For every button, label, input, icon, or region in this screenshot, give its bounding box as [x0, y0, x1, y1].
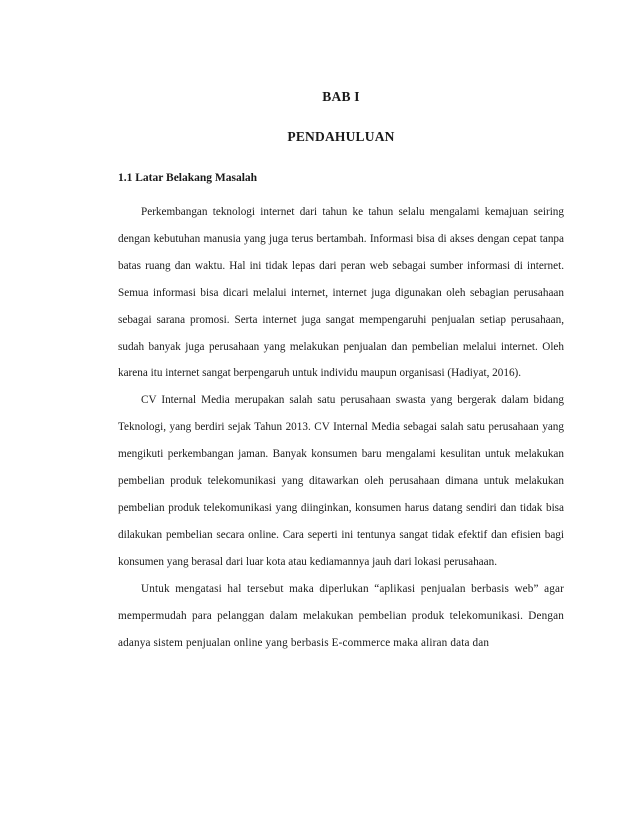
chapter-number: BAB I — [322, 89, 360, 104]
paragraph-2: CV Internal Media merupakan salah satu perusahaan swasta yang bergerak dalam bidang Teknologi, yang berdiri sejak Tahun 2013. CV Internal Media sebagai salah satu perusahaan yang mengikuti perkembangan jaman. Banyak konsumen baru mengalami kesulitan untuk melakukan pembelian produk telekomunikasi yang ditawarkan oleh perusahaan dimana untuk melakukan pembelian produk telekomunikasi yang diinginkan, konsumen harus datang sendiri dan tidak bisa dilakukan pembelian secara online. Cara seperti ini tentunya sangat tidak efektif dan efisien bagi konsumen yang berasal dari luar kota atau kediamannya jauh dari lokasi perusahaan. — [118, 394, 564, 568]
chapter-title: PENDAHULUAN — [287, 129, 395, 144]
body-text — [118, 199, 564, 656]
section-heading: 1.1 Latar Belakang Masalah — [118, 172, 258, 184]
paragraph-1: Perkembangan teknologi internet dari tahun ke tahun selalu mengalami kemajuan seiring dengan kebutuhan manusia yang juga terus bertambah. Informasi bisa di akses dengan cepat tanpa batas ruang dan waktu. Hal ini tidak lepas dari peran web sebagai sumber informasi di internet. Semua informasi bisa dicari melalui internet, internet juga digunakan oleh sebagian perusahaan sebagai sarana promosi. Serta internet juga sangat mempengaruhi penjualan setiap perusahaan, sudah banyak juga perusahaan yang melakukan penjualan dan pembelian melalui internet. Oleh karena itu internet sangat berpengaruh untuk individu maupun organisasi (Hadiyat, 2016). — [118, 206, 564, 380]
paragraph-3: Untuk mengatasi hal tersebut maka diperlukan “aplikasi penjualan berbasis web” agar mempermudah para pelanggan dalam melakukan pembelian produk telekomunikasi. Dengan adanya sistem penjualan online yang berbasis E-commerce maka aliran data dan — [118, 582, 564, 649]
